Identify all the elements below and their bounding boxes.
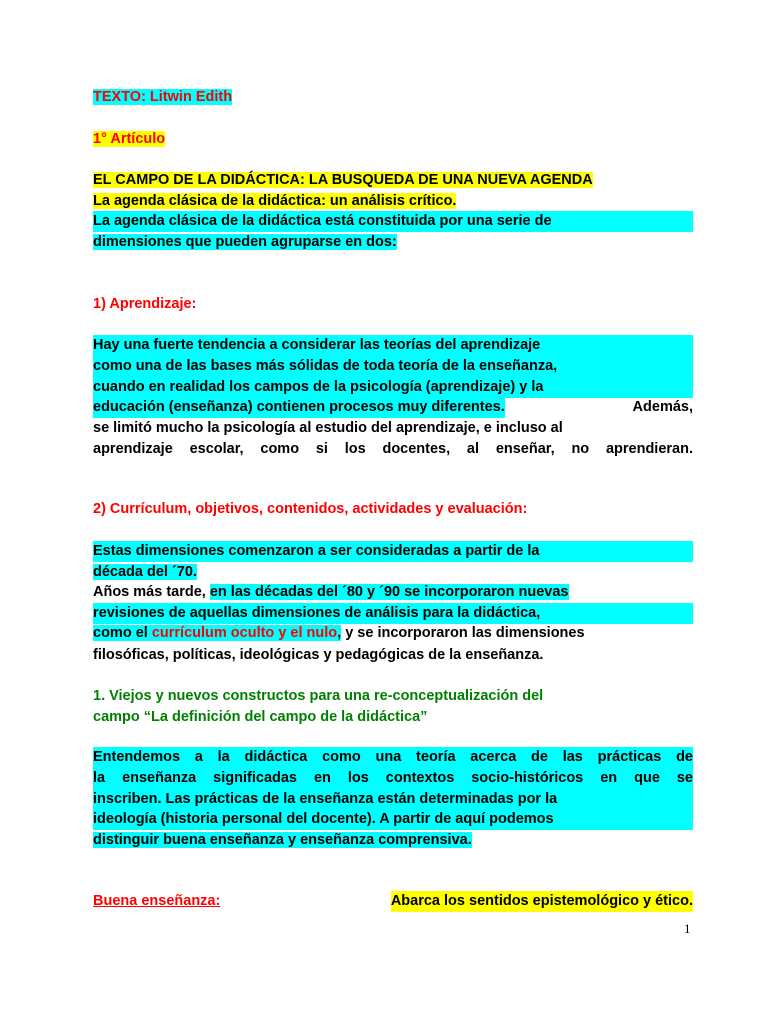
section1-line-4 <box>93 397 693 418</box>
articulo-line <box>93 129 693 150</box>
section1-line-3: cuando en realidad los campos de la psicología (aprendizaje) y la <box>93 377 693 398</box>
section2-heading: 2) Currículum, objetivos, contenidos, actividades y evaluación: <box>93 501 528 517</box>
section2-line-2 <box>93 562 693 583</box>
section2-line-3-highlight: en las décadas del ´80 y ´90 se incorporaron nuevas <box>209 584 569 600</box>
section3-line-5-text: distinguir buena enseñanza y enseñanza comprensiva. <box>93 832 472 848</box>
section1-line-4-rest: Además, <box>632 399 693 415</box>
subtitle-text: La agenda clásica de la didáctica: un análisis crítico. <box>93 193 457 209</box>
texto-line <box>93 87 693 108</box>
main-title-text: EL CAMPO DE LA DIDÁCTICA: LA BUSQUEDA DE UNA NUEVA AGENDA <box>93 172 593 188</box>
section3-heading-1: 1. Viejos y nuevos constructos para una re-conceptualización del <box>93 688 544 704</box>
buena-ensenanza-line <box>93 891 693 912</box>
section1-line-1: Hay una fuerte tendencia a considerar las teorías del aprendizaje <box>93 335 693 356</box>
subtitle <box>93 191 693 212</box>
intro-line-2-text: dimensiones que pueden agruparse en dos: <box>93 234 397 250</box>
section1-line-2: como una de las bases más sólidas de toda teoría de la enseñanza, <box>93 356 693 377</box>
intro-line-1: La agenda clásica de la didáctica está constituida por una serie de <box>93 211 693 232</box>
buena-ensenanza-term: Buena enseñanza: <box>93 893 221 909</box>
section3-line-1: Entendemos a la didáctica como una teoría acerca de las prácticas de <box>93 747 693 768</box>
section2-line-1: Estas dimensiones comenzaron a ser consideradas a partir de la <box>93 541 693 562</box>
section1-line-6: aprendizaje escolar, como si los docentes, al enseñar, no aprendieran. <box>93 441 693 457</box>
section3-line-3: inscriben. Las prácticas de la enseñanza están determinadas por la <box>93 789 693 810</box>
main-title <box>93 170 693 191</box>
section2-line-3 <box>93 582 693 603</box>
texto-label: TEXTO: Litwin Edith <box>93 89 233 105</box>
section2-line-5-como: como el <box>93 625 148 641</box>
articulo-label: 1° Artículo <box>93 131 166 147</box>
section3-heading-2: campo “La definición del campo de la didáctica” <box>93 709 428 725</box>
section1-line-5: se limitó mucho la psicología al estudio del aprendizaje, e incluso al <box>93 420 563 436</box>
section2-line-5-rest: y se incorporaron las dimensiones <box>345 625 585 641</box>
section3-line-4: ideología (historia personal del docente). A partir de aquí podemos <box>93 809 693 830</box>
section3-line-2: la enseñanza significadas en los contextos socio-históricos en que se <box>93 768 693 789</box>
page-number: 1 <box>684 921 691 936</box>
section3-line-5 <box>93 830 693 851</box>
intro-line-2 <box>93 232 693 253</box>
section2-line-5-comma: , <box>337 625 342 641</box>
section1-heading: 1) Aprendizaje: <box>93 296 197 312</box>
curriculum-oculto-term: currículum oculto y el nulo <box>151 625 338 641</box>
buena-ensenanza-definition: Abarca los sentidos epistemológico y ético. <box>391 891 693 912</box>
section2-line-5 <box>93 623 693 644</box>
section2-line-2-text: década del ´70. <box>93 564 197 580</box>
section2-line-6: filosóficas, políticas, ideológicas y pedagógicas de la enseñanza. <box>93 647 544 663</box>
section2-line-4: revisiones de aquellas dimensiones de análisis para la didáctica, <box>93 603 693 624</box>
section2-line-3-plain: Años más tarde, <box>93 584 206 600</box>
section1-line-4-highlight: educación (enseñanza) contienen procesos muy diferentes. <box>93 397 505 418</box>
section2-line-5-highlight <box>93 625 341 641</box>
